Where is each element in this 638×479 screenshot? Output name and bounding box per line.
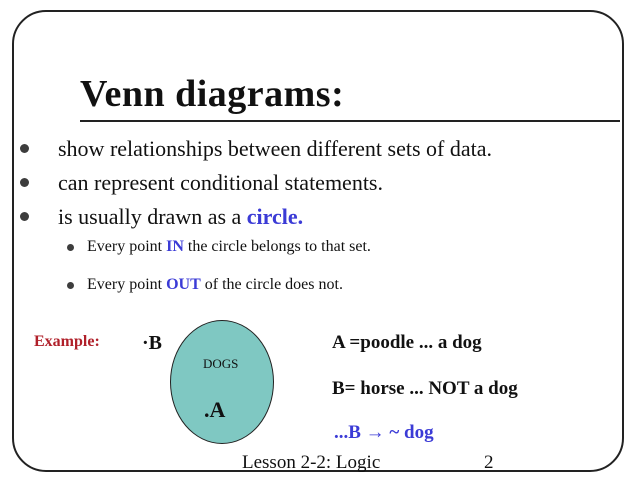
bullet-text: show relationships between different sets of data. bbox=[58, 136, 492, 161]
sub-bullet-text: Every point bbox=[87, 276, 167, 293]
venn-circle-dogs bbox=[170, 320, 274, 444]
sub-bullet-text: Every point bbox=[87, 238, 167, 255]
conclusion-text: ...B → ~ dog bbox=[334, 422, 434, 443]
bullet-icon bbox=[20, 212, 29, 221]
point-b-label: ·B bbox=[142, 332, 163, 354]
bullet-text: can represent conditional statements. bbox=[58, 170, 383, 195]
footer-text: Lesson 2-2: Logic bbox=[242, 452, 381, 473]
sub-bullet-text: of the circle does not. bbox=[200, 276, 343, 293]
circle-label: DOGS bbox=[203, 356, 239, 371]
statement-a: A =poodle ... a dog bbox=[332, 332, 482, 353]
statement-b: B= horse ... NOT a dog bbox=[332, 378, 518, 399]
sub-bullet-icon bbox=[67, 282, 74, 289]
bullet-item bbox=[58, 204, 303, 230]
bullet-item bbox=[58, 136, 492, 162]
point-a-label: .A bbox=[204, 397, 226, 422]
bullet-text: is usually drawn as a bbox=[58, 204, 247, 229]
sub-bullet-item bbox=[87, 276, 343, 294]
bullet-icon bbox=[20, 178, 29, 187]
sub-bullet-emphasis: OUT bbox=[166, 276, 201, 293]
title-underline bbox=[80, 120, 620, 122]
bullet-emphasis: circle. bbox=[246, 204, 304, 229]
bullet-icon bbox=[20, 144, 29, 153]
sub-bullet-icon bbox=[67, 244, 74, 251]
page-number: 2 bbox=[484, 452, 494, 473]
bullet-item bbox=[58, 170, 383, 196]
sub-bullet-emphasis: IN bbox=[166, 238, 184, 255]
sub-bullet-item bbox=[87, 238, 371, 256]
sub-bullet-text: the circle belongs to that set. bbox=[183, 238, 371, 255]
example-label: Example: bbox=[34, 333, 100, 350]
slide-title: Venn diagrams: bbox=[80, 73, 345, 115]
